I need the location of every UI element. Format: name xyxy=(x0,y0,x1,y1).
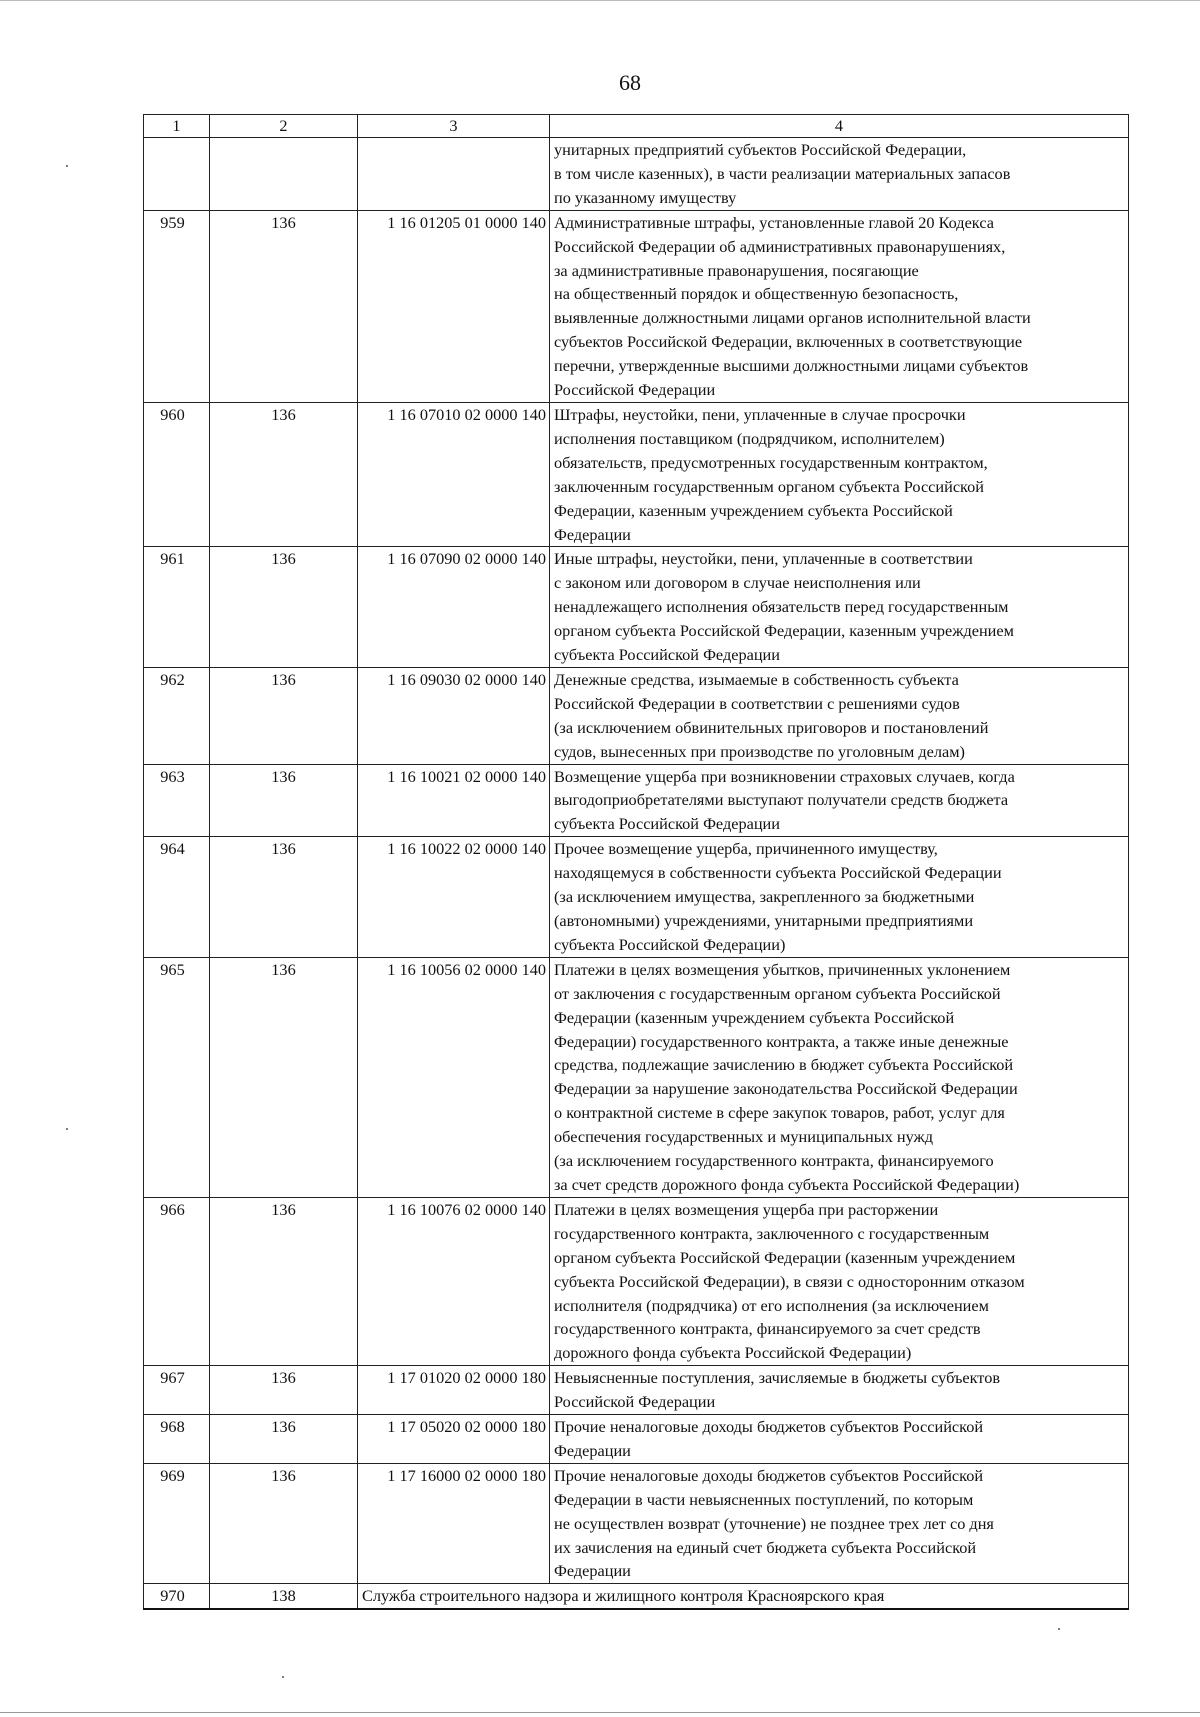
description-cell: Штрафы, неустойки, пени, уплаченные в случае просрочки исполнения поставщиком (подрядчиком, исполнителем) обязательств, предусмотренных государственным контрактом, заключенным государственным органом субъекта Российской Федерации, казенным учреждением субъекта Российской Федерации xyxy=(550,402,1129,546)
header-row xyxy=(144,115,1129,138)
revenue-code-table xyxy=(143,114,1129,1610)
budget-code-cell: 1 16 09030 02 0000 140 xyxy=(358,667,550,764)
description-cell: Невыясненные поступления, зачисляемые в бюджеты субъектов Российской Федерации xyxy=(550,1366,1129,1415)
budget-code-cell: 1 16 07010 02 0000 140 xyxy=(358,402,550,546)
scan-bottom-edge xyxy=(0,1712,1200,1713)
header-col-3: 3 xyxy=(358,115,550,138)
description-cell: Платежи в целях возмещения убытков, причиненных уклонением от заключения с государственным органом субъекта Российской Федерации (казенным учреждением субъекта Российской Федерации) государственного контракта, а также иные денежные средства, подлежащие зачислению в бюджет субъекта Российской Федерации за нарушение законодательства Российской Федерации о контрактной системе в сфере закупок товаров, работ, услуг для обеспечения государственных и муниципальных нужд (за исключением государственного контракта, финансируемого за счет средств дорожного фонда субъекта Российской Федерации) xyxy=(550,957,1129,1197)
page-number: 68 xyxy=(619,70,641,95)
table-row-final xyxy=(144,1584,1129,1609)
header-col-2: 2 xyxy=(210,115,358,138)
table-row xyxy=(144,1415,1129,1464)
scan-speck xyxy=(66,1128,68,1130)
admin-code-cell: 138 xyxy=(210,1584,358,1609)
scan-speck xyxy=(66,165,68,167)
table-row xyxy=(144,1366,1129,1415)
admin-code-cell: 136 xyxy=(210,957,358,1197)
admin-code-cell: 136 xyxy=(210,402,358,546)
description-cell: Административные штрафы, установленные главой 20 Кодекса Российской Федерации об административных правонарушениях, за административные правонарушения, посягающие на общественный порядок и общественную безопасность, выявленные должностными лицами органов исполнительной власти субъектов Российской Федерации, включенных в соответствующие перечни, утвержденные высшими должностными лицами субъектов Российской Федерации xyxy=(550,210,1129,402)
budget-code-cell: 1 16 07090 02 0000 140 xyxy=(358,547,550,668)
row-number-cell: 962 xyxy=(144,667,210,764)
row-number-cell: 963 xyxy=(144,764,210,837)
scan-top-edge xyxy=(0,0,1200,5)
table-row xyxy=(144,402,1129,546)
admin-code-cell: 136 xyxy=(210,1415,358,1464)
budget-code-cell: 1 17 01020 02 0000 180 xyxy=(358,1366,550,1415)
description-cell: Прочие неналоговые доходы бюджетов субъектов Российской Федерации xyxy=(550,1415,1129,1464)
admin-code-cell: 136 xyxy=(210,837,358,958)
table-row xyxy=(144,547,1129,668)
description-cell: Денежные средства, изымаемые в собственность субъекта Российской Федерации в соответствии с решениями судов (за исключением обвинительных приговоров и постановлений судов, вынесенных при производстве по уголовным делам) xyxy=(550,667,1129,764)
row-number-cell: 965 xyxy=(144,957,210,1197)
table-row xyxy=(144,837,1129,958)
budget-code-cell xyxy=(358,138,550,211)
admin-code-cell: 136 xyxy=(210,1463,358,1584)
table-row xyxy=(144,667,1129,764)
row-number-cell: 961 xyxy=(144,547,210,668)
header-col-4: 4 xyxy=(550,115,1129,138)
row-number-cell: 967 xyxy=(144,1366,210,1415)
description-cell: Иные штрафы, неустойки, пени, уплаченные в соответствии с законом или договором в случае неисполнения или ненадлежащего исполнения обязательств перед государственным органом субъекта Российской Федерации, казенным учреждением субъекта Российской Федерации xyxy=(550,547,1129,668)
budget-code-cell: 1 17 05020 02 0000 180 xyxy=(358,1415,550,1464)
admin-code-cell: 136 xyxy=(210,547,358,668)
row-number-cell: 968 xyxy=(144,1415,210,1464)
table-row xyxy=(144,764,1129,837)
admin-code-cell: 136 xyxy=(210,210,358,402)
admin-code-cell: 136 xyxy=(210,1197,358,1365)
scan-speck xyxy=(1058,1628,1060,1630)
budget-code-cell: 1 16 10056 02 0000 140 xyxy=(358,957,550,1197)
row-number-cell: 959 xyxy=(144,210,210,402)
row-number-cell: 964 xyxy=(144,837,210,958)
row-number-cell: 969 xyxy=(144,1463,210,1584)
admin-code-cell xyxy=(210,138,358,211)
agency-name-cell: Служба строительного надзора и жилищного контроля Красноярского края xyxy=(358,1584,1129,1609)
admin-code-cell: 136 xyxy=(210,1366,358,1415)
scan-speck xyxy=(282,1676,284,1678)
description-cell: Прочее возмещение ущерба, причиненного имуществу, находящемуся в собственности субъекта Российской Федерации (за исключением имущества, закрепленного за бюджетными (автономными) учреждениями, унитарными предприятиями субъекта Российской Федерации) xyxy=(550,837,1129,958)
description-cell: Прочие неналоговые доходы бюджетов субъектов Российской Федерации в части невыясненных поступлений, по которым не осуществлен возврат (уточнение) не позднее трех лет со дня их зачисления на единый счет бюджета субъекта Российской Федерации xyxy=(550,1463,1129,1584)
description-cell: Платежи в целях возмещения ущерба при расторжении государственного контракта, заключенного с государственным органом субъекта Российской Федерации (казенным учреждением субъекта Российской Федерации), в связи с односторонним отказом исполнителя (подрядчика) от его исполнения (за исключением государственного контракта, финансируемого за счет средств дорожного фонда субъекта Российской Федерации) xyxy=(550,1197,1129,1365)
row-number-cell xyxy=(144,138,210,211)
budget-code-cell: 1 16 01205 01 0000 140 xyxy=(358,210,550,402)
description-cell: Возмещение ущерба при возникновении страховых случаев, когда выгодоприобретателями выступают получатели средств бюджета субъекта Российской Федерации xyxy=(550,764,1129,837)
row-number-cell: 960 xyxy=(144,402,210,546)
admin-code-cell: 136 xyxy=(210,667,358,764)
budget-code-cell: 1 17 16000 02 0000 180 xyxy=(358,1463,550,1584)
table-row xyxy=(144,1463,1129,1584)
table-row xyxy=(144,1197,1129,1365)
row-number-cell: 970 xyxy=(144,1584,210,1609)
budget-code-cell: 1 16 10076 02 0000 140 xyxy=(358,1197,550,1365)
table-row xyxy=(144,210,1129,402)
table-row xyxy=(144,957,1129,1197)
header-col-1: 1 xyxy=(144,115,210,138)
row-number-cell: 966 xyxy=(144,1197,210,1365)
admin-code-cell: 136 xyxy=(210,764,358,837)
budget-code-cell: 1 16 10022 02 0000 140 xyxy=(358,837,550,958)
budget-code-cell: 1 16 10021 02 0000 140 xyxy=(358,764,550,837)
description-cell: унитарных предприятий субъектов Российской Федерации, в том числе казенных), в части реализации материальных запасов по указанному имуществу xyxy=(550,138,1129,211)
table-row xyxy=(144,138,1129,211)
table-body xyxy=(144,115,1129,1610)
